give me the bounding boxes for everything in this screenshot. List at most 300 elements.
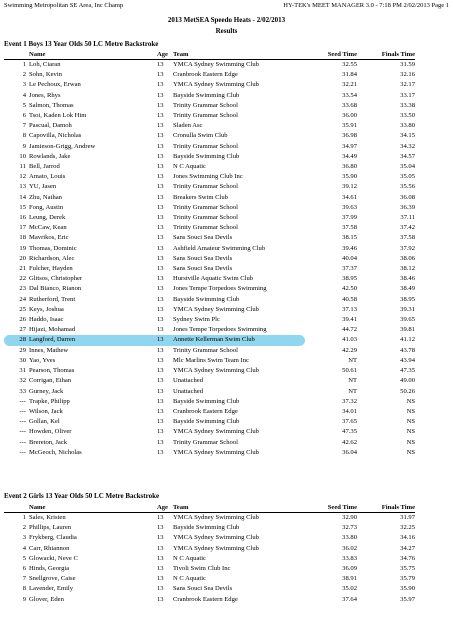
table-row (4, 523, 415, 533)
cell-place: 2 (22, 71, 26, 79)
table-row (4, 427, 415, 437)
cell-seed: 39.12 (342, 183, 357, 191)
cell-name: Tsoi, Kaden Lok Him (29, 112, 87, 120)
cell-final: 38.46 (400, 275, 415, 283)
cell-seed: 34.61 (342, 193, 357, 201)
cell-place: --- (19, 428, 26, 436)
cell-seed: 31.84 (342, 71, 357, 79)
cell-name: Langford, Darren (29, 335, 157, 345)
cell-seed: 34.01 (342, 407, 357, 415)
cell-seed: 35.02 (342, 585, 357, 593)
cell-final: 37.11 (400, 214, 415, 222)
cell-name: Amato, Louis (29, 173, 66, 181)
cell-name: Innes, Mathew (29, 346, 69, 354)
table-row (4, 554, 415, 564)
cell-seed: 39.63 (342, 203, 357, 211)
cell-team: YMCA Sydney Swimming Club (173, 305, 259, 313)
cell-team: YMCA Sydney Swimming Club (173, 448, 259, 456)
cell-place: 17 (19, 224, 26, 232)
cell-age: 13 (157, 285, 164, 293)
cell-name: Glover, Eden (29, 595, 64, 603)
results-subtitle: Results (215, 27, 238, 35)
cell-seed: 40.04 (342, 254, 357, 262)
cell-seed: 44.72 (342, 326, 357, 334)
cell-age: 13 (157, 112, 164, 120)
cell-name: YU, Jasen (29, 183, 57, 191)
cell-place: 10 (19, 152, 26, 160)
cell-age: 13 (157, 142, 164, 150)
cell-place: 30 (19, 356, 26, 364)
table-row (4, 595, 415, 605)
cell-name: Fong, Austin (29, 203, 64, 211)
cell-age: 13 (157, 554, 164, 562)
software-info: HY-TEK's MEET MANAGER 3.0 - 7:18 PM 2/02/2013 Page 1 (283, 2, 449, 9)
table-row (4, 223, 415, 233)
cell-seed: NT (348, 377, 357, 385)
cell-name: Sohn, Kevin (29, 71, 62, 79)
cell-team: Tivoli Swim Club Inc (173, 565, 231, 573)
cell-team: Sans Souci Sea Devils (173, 234, 233, 242)
cell-name: Yao, Yves (29, 356, 56, 364)
cell-team: Cranbrook Eastern Edge (173, 71, 238, 79)
cell-final: 39.65 (400, 316, 415, 324)
cell-final: 31.59 (400, 61, 415, 68)
cell-name: Gurney, Jack (29, 387, 64, 395)
cell-place: --- (19, 397, 26, 405)
table-row (4, 80, 415, 90)
table-row (4, 152, 415, 162)
table-row (4, 366, 415, 376)
cell-seed: 32.73 (342, 524, 357, 532)
cell-seed: 32.90 (342, 514, 357, 521)
cell-final: NS (406, 407, 415, 415)
cell-name: Phillips, Lauren (29, 524, 72, 532)
cell-age: 13 (157, 407, 164, 415)
cell-place: 2 (22, 524, 26, 532)
cell-age: 13 (157, 316, 164, 324)
column-header-name: Name (29, 50, 157, 60)
cell-final: 36.39 (400, 203, 415, 211)
cell-final: 43.78 (400, 346, 415, 354)
cell-seed: 36.04 (342, 448, 357, 456)
cell-final: 35.90 (400, 585, 415, 593)
cell-final: 35.04 (400, 163, 415, 171)
cell-age: 13 (157, 71, 164, 79)
table-row (4, 162, 415, 172)
cell-final: 34.27 (400, 544, 415, 552)
table-row (4, 325, 415, 335)
cell-name: Hijazi, Mohamad (29, 326, 76, 334)
cell-final: 37.92 (400, 244, 415, 252)
cell-place: 19 (19, 244, 26, 252)
cell-team: Unattached (173, 377, 204, 385)
cell-age: 13 (157, 575, 164, 583)
cell-seed: 34.97 (342, 142, 357, 150)
cell-age: 13 (157, 203, 164, 211)
table-row (4, 91, 415, 101)
cell-final: 37.58 (400, 234, 415, 242)
cell-name: Hinds, Georgia (29, 565, 70, 573)
cell-team: YMCA Sydney Swimming Club (173, 367, 259, 375)
cell-age: 13 (157, 214, 164, 222)
table-row (4, 213, 415, 223)
table-row (4, 101, 415, 111)
cell-age: 13 (157, 81, 164, 89)
table-row (4, 244, 415, 254)
cell-place: 26 (19, 316, 26, 324)
cell-final: 34.16 (400, 534, 415, 542)
cell-final: NS (406, 438, 415, 446)
cell-age: 13 (157, 275, 164, 283)
cell-team: Jones Swimming Club Inc (173, 173, 243, 181)
cell-final: 38.06 (400, 254, 415, 262)
cell-place: --- (19, 418, 26, 426)
cell-team: Bayside Swimming Club (173, 91, 240, 99)
cell-final: 33.38 (400, 101, 415, 109)
cell-age: 13 (157, 565, 164, 573)
cell-team: Bayside Swimming Club (173, 152, 240, 160)
cell-final: 43.94 (400, 356, 415, 364)
cell-seed: 37.64 (342, 595, 357, 603)
cell-name: Pearson, Thomas (29, 367, 75, 375)
cell-team: Trinity Grammar School (173, 142, 238, 150)
cell-final: 41.12 (400, 336, 415, 344)
table-row (4, 182, 415, 192)
cell-age: 13 (157, 524, 164, 532)
cell-name: Gollan, Kel (29, 418, 60, 426)
cell-team: Sladen Asc (173, 122, 203, 130)
cell-team: Trinity Grammar School (173, 346, 238, 354)
cell-team: Trinity Grammar School (173, 203, 238, 211)
cell-team: Jones Tempe Torpedoes Swimming (173, 285, 267, 293)
table-row (4, 397, 415, 407)
cell-place: 4 (22, 544, 26, 552)
cell-team: Trinity Grammar School (173, 101, 238, 109)
table-row (4, 274, 415, 284)
cell-seed: 33.80 (342, 534, 357, 542)
table-row (4, 111, 415, 121)
cell-final: 37.42 (400, 224, 415, 232)
cell-age: 13 (157, 514, 164, 521)
cell-place: 9 (22, 595, 26, 603)
cell-place: 24 (19, 295, 26, 303)
cell-place: --- (19, 438, 26, 446)
cell-place: 27 (19, 326, 26, 334)
cell-team: Trinity Grammar School (173, 224, 238, 232)
cell-seed: 38.95 (342, 275, 357, 283)
results-table (4, 503, 415, 605)
cell-final: 32.16 (400, 71, 415, 79)
cell-place: 20 (19, 254, 26, 262)
cell-name: Carr, Rhiannon (29, 544, 70, 552)
cell-seed: 47.35 (342, 428, 357, 436)
table-row (4, 142, 415, 152)
cell-final: 34.15 (400, 132, 415, 140)
cell-seed: 35.90 (342, 173, 357, 181)
cell-name: Leung, Derek (29, 214, 66, 222)
table-row (4, 417, 415, 427)
cell-seed: 37.13 (342, 305, 357, 313)
table-row (4, 335, 415, 345)
cell-final: 34.57 (400, 152, 415, 160)
cell-place: 5 (22, 554, 26, 562)
cell-place: 16 (19, 214, 26, 222)
table-row (4, 60, 415, 71)
cell-seed: 37.37 (342, 265, 357, 273)
cell-seed: 42.29 (342, 346, 357, 354)
cell-final: 31.97 (400, 514, 415, 521)
cell-name: Frykberg, Claudia (29, 534, 77, 542)
cell-team: YMCA Sydney Swimming Club (173, 81, 259, 89)
cell-seed: 38.15 (342, 234, 357, 242)
cell-final: 49.00 (400, 377, 415, 385)
cell-age: 13 (157, 61, 164, 68)
cell-name: Jamieson-Grigg, Andrew (29, 142, 96, 150)
cell-team: Cronulla Swim Club (173, 132, 228, 140)
column-header-team: Team (173, 50, 305, 60)
cell-final: 33.80 (400, 122, 415, 130)
cell-team: Trinity Grammar School (173, 112, 238, 120)
cell-name: Pascual, Damoh (29, 122, 72, 130)
table-row (4, 315, 415, 325)
cell-final: 36.08 (400, 193, 415, 201)
cell-name: Keys, Joshua (29, 305, 64, 313)
cell-place: 6 (22, 565, 26, 573)
org-name: Swimming Metropolitan SE Area, Inc Champ (4, 2, 124, 9)
cell-age: 13 (157, 183, 164, 191)
cell-final: NS (406, 418, 415, 426)
table-row (4, 574, 415, 584)
cell-place: 23 (19, 285, 26, 293)
cell-seed: NT (348, 356, 357, 364)
cell-age: 13 (157, 265, 164, 273)
cell-age: 13 (157, 585, 164, 593)
cell-final: 50.26 (400, 387, 415, 395)
cell-team: Sans Souci Sea Devils (173, 585, 233, 593)
cell-final: 38.12 (400, 265, 415, 273)
column-header-age: Age (157, 503, 173, 513)
cell-team: N C Aquatic (173, 575, 206, 583)
cell-seed: 37.99 (342, 214, 357, 222)
cell-age: 13 (157, 534, 164, 542)
cell-seed: 41.03 (342, 336, 357, 344)
cell-team: Unattached (173, 387, 204, 395)
cell-final: 32.25 (400, 524, 415, 532)
cell-final: 47.35 (400, 367, 415, 375)
cell-place: --- (19, 407, 26, 415)
cell-final: 32.17 (400, 81, 415, 89)
cell-place: 14 (19, 193, 26, 201)
cell-seed: 42.50 (342, 285, 357, 293)
cell-name: Le Pechoux, Erwan (29, 81, 81, 89)
cell-place: 3 (22, 81, 26, 89)
cell-age: 13 (157, 377, 164, 385)
table-row (4, 533, 415, 543)
cell-age: 13 (157, 193, 164, 201)
column-header-final: Finals Time (357, 50, 415, 60)
cell-team: Trinity Grammar School (173, 214, 238, 222)
cell-age: 13 (157, 132, 164, 140)
cell-team: N C Aquatic (173, 554, 206, 562)
cell-team: Trinity Grammar School (173, 438, 238, 446)
cell-team: Mlc Marlins Swim Team Inc (173, 356, 249, 364)
event-title: Event 2 Girls 13 Year Olds 50 LC Metre Backstroke (4, 492, 160, 500)
cell-final: 35.79 (400, 575, 415, 583)
cell-seed: 39.46 (342, 244, 357, 252)
cell-name: Dal Bianco, Rianon (29, 285, 82, 293)
table-row (4, 254, 415, 264)
cell-age: 13 (157, 101, 164, 109)
cell-final: 38.95 (400, 295, 415, 303)
cell-team: Ashfield Amateur Swimming Club (173, 244, 266, 252)
cell-final: 34.32 (400, 142, 415, 150)
cell-team: Hurstville Aquatic Swim Club (173, 275, 254, 283)
table-row (4, 448, 415, 458)
event-title: Event 1 Boys 13 Year Olds 50 LC Metre Backstroke (4, 40, 159, 48)
cell-team: Trinity Grammar School (173, 183, 238, 191)
cell-name: Thomas, Dominic (29, 244, 77, 252)
cell-seed: 39.41 (342, 316, 357, 324)
cell-final: NS (406, 428, 415, 436)
cell-seed: 32.21 (342, 81, 357, 89)
cell-place: 28 (4, 335, 29, 345)
cell-place: --- (19, 448, 26, 456)
cell-team: YMCA Sydney Swimming Club (173, 534, 259, 542)
cell-place: 3 (22, 534, 26, 542)
table-row (4, 376, 415, 386)
cell-final: 33.17 (400, 91, 415, 99)
cell-age: 13 (157, 335, 173, 345)
cell-final: 39.31 (400, 305, 415, 313)
table-row (4, 438, 415, 448)
table-row (4, 584, 415, 594)
cell-place: 15 (19, 203, 26, 211)
cell-age: 13 (157, 163, 164, 171)
cell-age: 13 (157, 326, 164, 334)
cell-name: Lavender, Emily (29, 585, 74, 593)
cell-place: 9 (22, 142, 26, 150)
cell-age: 13 (157, 397, 164, 405)
cell-final: 34.76 (400, 554, 415, 562)
cell-team: Sans Souci Sea Devils (173, 254, 233, 262)
cell-place: 6 (22, 112, 26, 120)
table-row (4, 513, 415, 524)
cell-final: 35.05 (400, 173, 415, 181)
cell-place: 21 (19, 265, 26, 273)
cell-final: NS (406, 448, 415, 456)
cell-team: Bayside Swimming Club (173, 418, 240, 426)
cell-seed: 33.68 (342, 101, 357, 109)
cell-seed: 36.00 (342, 112, 357, 120)
meet-title: 2013 MetSEA Speedo Heats - 2/02/2013 (167, 16, 286, 24)
cell-name: Salmon, Thomas (29, 101, 74, 109)
cell-place: 13 (19, 183, 26, 191)
cell-place: 29 (19, 346, 26, 354)
cell-age: 13 (157, 438, 164, 446)
table-row (4, 346, 415, 356)
cell-name: Trapke, Philipp (29, 397, 70, 405)
cell-place: 18 (19, 234, 26, 242)
cell-final: 35.97 (400, 595, 415, 603)
page-header (4, 2, 449, 12)
table-header-row (4, 503, 415, 513)
results-table (4, 50, 415, 458)
table-row (4, 407, 415, 417)
cell-name: Howden, Oliver (29, 428, 72, 436)
cell-place: 1 (22, 61, 26, 68)
cell-age: 13 (157, 91, 164, 99)
cell-seed: 36.98 (342, 132, 357, 140)
cell-final: 35.75 (400, 565, 415, 573)
cell-seed: 38.91 (342, 575, 357, 583)
cell-place: 31 (19, 367, 26, 375)
cell-seed: 50.61 (342, 367, 357, 375)
cell-team: N C Aquatic (173, 163, 206, 171)
table-row (4, 193, 415, 203)
cell-name: Fulcher, Hayden (29, 265, 73, 273)
column-header-place (4, 50, 29, 60)
table-row (4, 264, 415, 274)
column-header-name: Name (29, 503, 157, 513)
cell-place: 7 (22, 575, 26, 583)
cell-seed: 37.65 (342, 418, 357, 426)
cell-name: Zhu, Nathan (29, 193, 62, 201)
cell-team: YMCA Sydney Swimming Club (173, 428, 259, 436)
cell-age: 13 (157, 448, 164, 456)
cell-place: 5 (22, 101, 26, 109)
cell-team: Cranbrook Eastern Edge (173, 595, 238, 603)
cell-name: Mavrikos, Eric (29, 234, 69, 242)
cell-name: Wilson, Jack (29, 407, 63, 415)
cell-team: Breakers Swim Club (173, 193, 228, 201)
cell-seed: 36.02 (342, 544, 357, 552)
column-header-place (4, 503, 29, 513)
table-row (4, 387, 415, 397)
cell-seed: 32.55 (342, 61, 357, 68)
cell-age: 13 (157, 173, 164, 181)
cell-final: NS (406, 397, 415, 405)
table-row (4, 172, 415, 182)
cell-final: 33.50 (400, 112, 415, 120)
cell-age: 13 (157, 234, 164, 242)
cell-age: 13 (157, 295, 164, 303)
table-row (4, 544, 415, 554)
table-row (4, 233, 415, 243)
cell-name: Snellgrove, Caise (29, 575, 76, 583)
cell-team: YMCA Sydney Swimming Club (173, 544, 259, 552)
cell-place: 1 (22, 514, 26, 521)
column-header-seed: Seed Time (305, 50, 357, 60)
cell-seed: 33.54 (342, 91, 357, 99)
cell-team: Bayside Swimming Club (173, 524, 240, 532)
cell-age: 13 (157, 152, 164, 160)
cell-team: Sans Souci Sea Devils (173, 265, 233, 273)
cell-place: 8 (22, 585, 26, 593)
cell-place: 8 (22, 132, 26, 140)
cell-team: Annette Kellerman Swim Club (173, 335, 305, 345)
column-header-team: Team (173, 503, 305, 513)
column-header-age: Age (157, 50, 173, 60)
cell-name: Haddo, Isaac (29, 316, 64, 324)
table-row (4, 203, 415, 213)
cell-seed: NT (348, 387, 357, 395)
cell-place: 22 (19, 275, 26, 283)
cell-name: McCaw, Kean (29, 224, 67, 232)
cell-name: Rutherford, Trent (29, 295, 76, 303)
cell-name: Loh, Ciaran (29, 61, 61, 68)
cell-name: Glitsos, Christopher (29, 275, 83, 283)
cell-name: Sales, Kristen (29, 514, 66, 521)
